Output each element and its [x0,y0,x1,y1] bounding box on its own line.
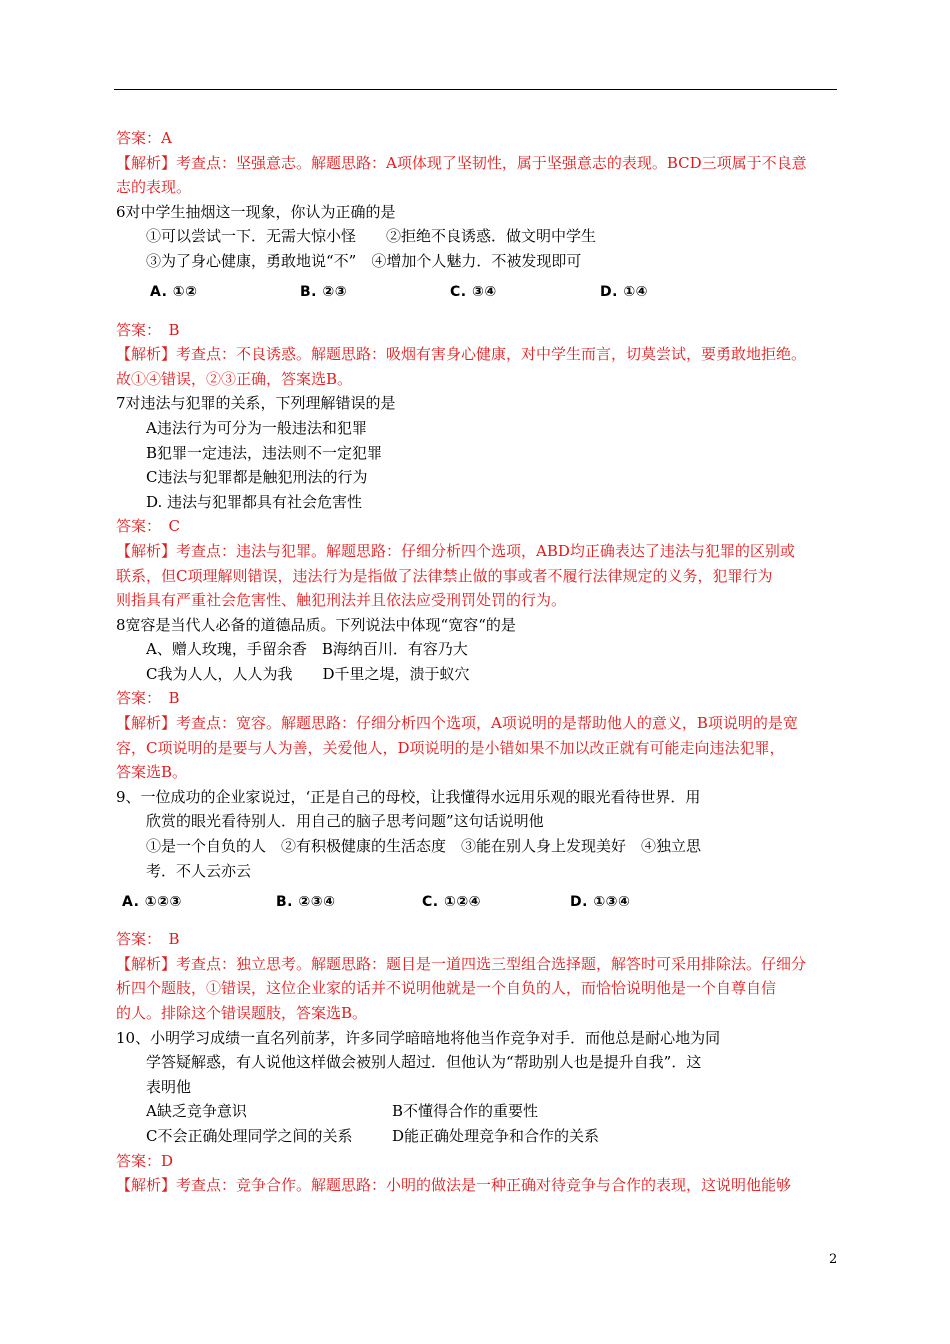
q6-item: ①可以尝试一下．无需大惊小怪 ②拒绝不良诱惑．做文明中学生 [146,227,597,246]
q10-answer: 答案：D [116,1151,174,1170]
q9-analysis-line: 【解析】考查点：独立思考。解题思路：题目是一道四选三型组合选择题，解答时可采用排除法。仔细分 [116,954,807,973]
q7-item: D. 违法与犯罪都具有社会危害性 [146,492,363,511]
q9-item: ①是一个自负的人 ②有积极健康的生活态度 ③能在别人身上发现美好 ④独立思 [146,837,702,856]
q8-answer: 答案： B [116,689,180,708]
q9-stem: 欣赏的眼光看待别人．用自己的脑子思考问题”这句话说明他 [146,812,544,831]
q10-option-a: A缺乏竞争意识 [146,1102,247,1121]
q8-item: A、赠人玫瑰，手留余香 B海纳百川．有容乃大 [146,640,468,659]
q7-item: B犯罪一定违法，违法则不一定犯罪 [146,443,383,462]
header-rule [114,89,837,90]
q7-answer: 答案： C [116,517,180,536]
q10-stem: 表明他 [146,1077,192,1096]
q9-option-b: B. ②③④ [276,893,336,910]
q6-option-d: D. ①④ [600,284,649,301]
q8-analysis-line: 容，C项说明的是要与人为善，关爱他人，D项说明的是小错如果不加以改正就有可能走向违法犯罪， [116,738,785,757]
q9-options [116,883,838,921]
q8-analysis-line: 【解析】考查点：宽容。解题思路：仔细分析四个选项，A项说明的是帮助他人的意义，B项说明的是宽 [116,714,798,733]
q10-stem: 学答疑解惑，有人说他这样做会被别人超过．但他认为“帮助别人也是提升自我”．这 [146,1053,702,1072]
q9-analysis-line: 析四个题肢，①错误，这位企业家的话并不说明他就是一个自负的人，而恰恰说明他是一个自尊自信 [116,979,777,998]
q7-analysis-line: 【解析】考查点：违法与犯罪。解题思路：仔细分析四个选项，ABD均正确表达了违法与犯罪的区别或 [116,541,795,560]
q7-item: C违法与犯罪都是触犯刑法的行为 [146,468,368,487]
q10-options-row [116,1124,838,1149]
q10-option-b: B不懂得合作的重要性 [392,1102,539,1121]
q10-option-c: C不会正确处理同学之间的关系 [146,1126,353,1145]
q10-stem: 10、小明学习成绩一直名列前茅，许多同学暗暗地将他当作竞争对手．而他总是耐心地为同 [116,1028,721,1047]
q6-stem: 6对中学生抽烟这一现象，你认为正确的是 [116,202,396,221]
q9-option-c: C. ①②④ [422,893,482,910]
q9-answer: 答案： B [116,930,180,949]
q10-options-row [116,1099,838,1124]
q6-analysis-line: 故①④错误，②③正确，答案选B。 [116,369,353,388]
q7-analysis-line: 则指具有严重社会危害性、触犯刑法并且依法应受刑罚处罚的行为。 [116,591,567,610]
q7-item: A违法行为可分为一般违法和犯罪 [146,418,367,437]
page-number: 2 [829,1252,838,1267]
q9-option-a: A. ①②③ [122,893,182,910]
q7-analysis-line: 联系，但C项理解则错误，违法行为是指做了法律禁止做的事或者不履行法律规定的义务，犯罪行为 [116,566,773,585]
q10-analysis-line: 【解析】考查点：竞争合作。解题思路：小明的做法是一种正确对待竞争与合作的表现，这说明他能够 [116,1176,792,1195]
q9-option-d: D. ①③④ [570,893,631,910]
q6-option-a: A. ①② [150,284,198,301]
q8-stem: 8宽容是当代人必备的道德品质。下列说法中体现“宽容“的是 [116,615,516,634]
q8-analysis-line: 答案选B。 [116,763,188,782]
q5-answer: 答案：A [116,129,172,147]
q7-stem: 7对违法与犯罪的关系，下列理解错误的是 [116,394,396,413]
q10-option-d: D能正确处理竞争和合作的关系 [392,1126,600,1145]
q9-item: 考．不人云亦云 [146,861,252,880]
q6-option-b: B. ②③ [300,284,348,301]
q9-analysis-line: 的人。排除这个错误题肢，答案选B。 [116,1004,368,1022]
q9-stem: 9、一位成功的企业家说过，‘正是自己的母校，让我懂得水远用乐观的眼光看待世界．用 [116,787,701,806]
q6-options [116,274,838,312]
q6-option-c: C. ③④ [450,284,497,301]
q6-answer: 答案： B [116,320,180,339]
q6-item: ③为了身心健康，勇敢地说“不” ④增加个人魅力．不被发现即可 [146,251,582,270]
document-body [116,126,838,1198]
q5-analysis-line: 【解析】考查点：坚强意志。解题思路：A项体现了坚韧性，属于坚强意志的表现。BCD三项属于不良意 [116,153,807,172]
q8-item: C我为人人，人人为我 D千里之堤，溃于蚁穴 [146,664,470,683]
q5-analysis-line: 志的表现。 [116,178,192,197]
q6-analysis-line: 【解析】考查点：不良诱惑。解题思路：吸烟有害身心健康，对中学生而言，切莫尝试，要勇敢地拒绝。 [116,345,807,364]
